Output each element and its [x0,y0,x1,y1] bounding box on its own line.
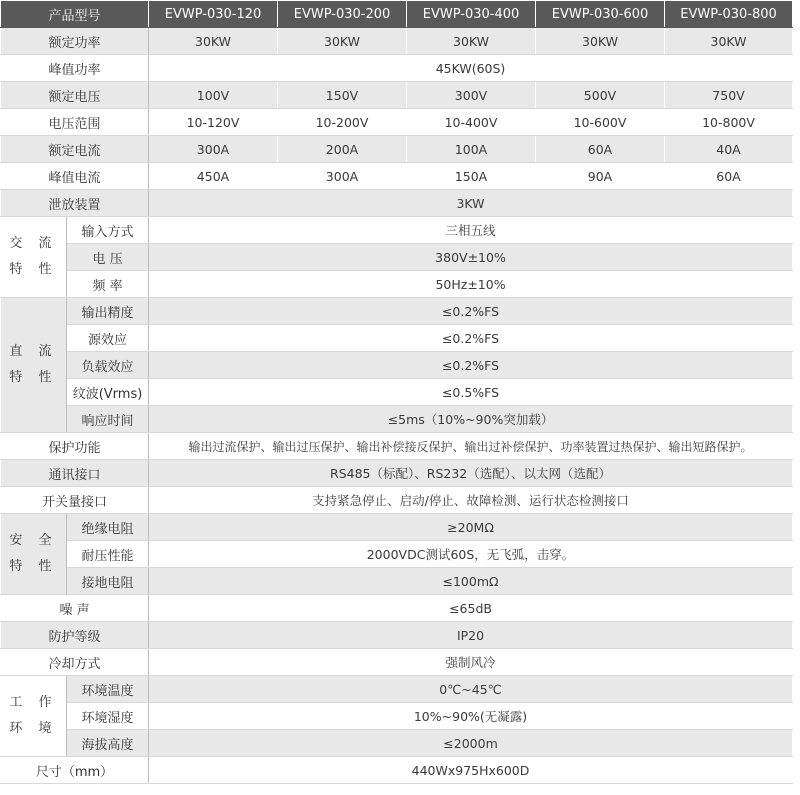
group-env [1,676,67,757]
cell: 45KW(60S) [149,55,793,82]
cell: 输出过流保护、输出过压保护、输出补偿接反保护、输出过补偿保护、功率装置过热保护、输出短路保护。 [149,433,793,460]
cell: 380V±10% [149,244,793,271]
cell: 150A [407,163,536,190]
cell: ≤0.2%FS [149,298,793,325]
cell: 750V [665,82,793,109]
row-rated-power [1,28,793,55]
row-rated-voltage [1,82,793,109]
sub-label: 负载效应 [67,352,149,379]
cell: 2000VDC测试60S，无飞弧，击穿。 [149,541,793,568]
row-ac-voltage [1,244,793,271]
cell: ≥20MΩ [149,514,793,541]
cell: 60A [665,163,793,190]
row-label: 泄放装置 [1,190,149,217]
cell: 30KW [149,28,278,55]
group-label: 工 作 [9,695,58,710]
cell: 0℃~45℃ [149,676,793,703]
group-label: 交 流 [9,236,58,251]
group-label: 环 境 [9,721,58,736]
cell: 90A [536,163,665,190]
cell: ≤65dB [149,595,793,622]
row-size [1,757,793,784]
row-label: 冷却方式 [1,649,149,676]
row-dc-accuracy [1,298,793,325]
cell: 50Hz±10% [149,271,793,298]
row-label: 峰值功率 [1,55,149,82]
header-model: EVWP-030-400 [407,1,536,28]
sub-label: 电 压 [67,244,149,271]
sub-label: 环境湿度 [67,703,149,730]
row-dc-response [1,406,793,433]
cell: ≤100mΩ [149,568,793,595]
row-dc-load-effect [1,352,793,379]
cell: 30KW [665,28,793,55]
cell: 三相五线 [149,217,793,244]
row-label: 额定电压 [1,82,149,109]
row-rated-current [1,136,793,163]
group-label: 直 流 [9,344,58,359]
header-row [1,1,793,28]
row-safety-withstand [1,541,793,568]
row-env-humidity [1,703,793,730]
row-peak-power [1,55,793,82]
row-ac-input [1,217,793,244]
cell: 100V [149,82,278,109]
cell: 10-200V [278,109,407,136]
group-label: 特 性 [9,370,58,385]
sub-label: 环境温度 [67,676,149,703]
row-label: 防护等级 [1,622,149,649]
row-label: 额定电流 [1,136,149,163]
row-label: 额定功率 [1,28,149,55]
cell: 10-120V [149,109,278,136]
cell: 10-600V [536,109,665,136]
header-model: EVWP-030-600 [536,1,665,28]
row-safety-ground [1,568,793,595]
sub-label: 源效应 [67,325,149,352]
row-label: 电压范围 [1,109,149,136]
row-ip [1,622,793,649]
cell: 强制风冷 [149,649,793,676]
sub-label: 纹波(Vrms) [67,379,149,406]
row-label: 噪 声 [1,595,149,622]
row-env-temp [1,676,793,703]
row-label: 通讯接口 [1,460,149,487]
cell: ≤0.2%FS [149,352,793,379]
row-cooling [1,649,793,676]
sub-label: 输出精度 [67,298,149,325]
row-peak-current [1,163,793,190]
row-ac-frequency [1,271,793,298]
row-bleeder [1,190,793,217]
cell: 60A [536,136,665,163]
sub-label: 输入方式 [67,217,149,244]
row-env-altitude [1,730,793,757]
cell: RS485（标配）、RS232（选配）、以太网（选配） [149,460,793,487]
cell: 300V [407,82,536,109]
header-model: EVWP-030-800 [665,1,793,28]
row-safety-insulation [1,514,793,541]
group-dc [1,298,67,433]
cell: ≤5ms（10%~90%突加载） [149,406,793,433]
sub-label: 海拔高度 [67,730,149,757]
row-label: 开关量接口 [1,487,149,514]
cell: ≤2000m [149,730,793,757]
cell: 10-800V [665,109,793,136]
row-dc-ripple [1,379,793,406]
row-switch-io [1,487,793,514]
cell: 500V [536,82,665,109]
sub-label: 响应时间 [67,406,149,433]
cell: 300A [278,163,407,190]
group-ac [1,217,67,298]
cell: 10%~90%(无凝露) [149,703,793,730]
sub-label: 接地电阻 [67,568,149,595]
group-safety [1,514,67,595]
cell: 10-400V [407,109,536,136]
cell: IP20 [149,622,793,649]
row-label: 峰值电流 [1,163,149,190]
sub-label: 绝缘电阻 [67,514,149,541]
cell: 支持紧急停止、启动/停止、故障检测、运行状态检测接口 [149,487,793,514]
header-model-label: 产品型号 [1,1,149,28]
sub-label: 耐压性能 [67,541,149,568]
cell: 100A [407,136,536,163]
row-protection [1,433,793,460]
row-noise [1,595,793,622]
row-label: 保护功能 [1,433,149,460]
cell: 300A [149,136,278,163]
cell: 30KW [407,28,536,55]
cell: ≤0.5%FS [149,379,793,406]
cell: 30KW [536,28,665,55]
group-label: 特 性 [9,262,58,277]
row-label: 尺寸（mm） [1,757,149,784]
cell: 450A [149,163,278,190]
cell: 150V [278,82,407,109]
cell: 30KW [278,28,407,55]
cell: 3KW [149,190,793,217]
sub-label: 频 率 [67,271,149,298]
cell: 200A [278,136,407,163]
cell: 40A [665,136,793,163]
header-model: EVWP-030-200 [278,1,407,28]
row-comm [1,460,793,487]
header-model: EVWP-030-120 [149,1,278,28]
cell: ≤0.2%FS [149,325,793,352]
group-label: 特 性 [9,559,58,574]
cell: 440Wx975Hx600D [149,757,793,784]
row-voltage-range [1,109,793,136]
row-dc-source-effect [1,325,793,352]
group-label: 安 全 [9,533,58,548]
